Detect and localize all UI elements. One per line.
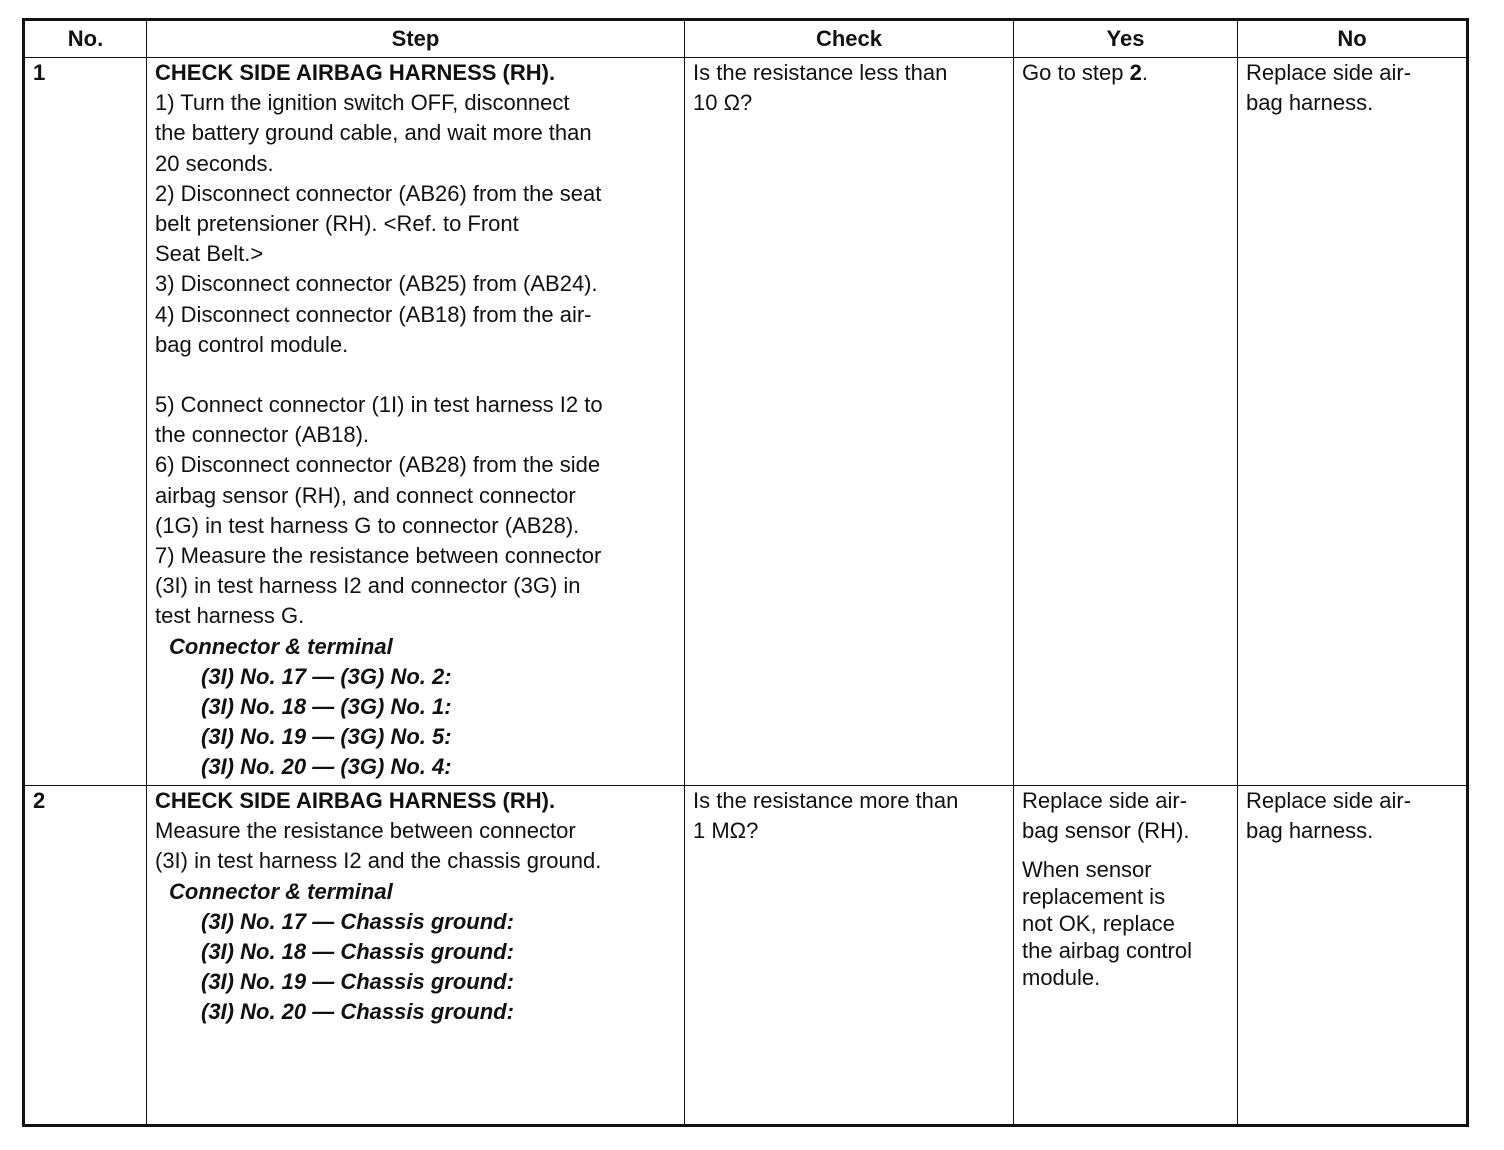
step-line: the battery ground cable, and wait more than (155, 120, 592, 146)
no-line: bag harness. (1246, 90, 1374, 116)
spacer (155, 360, 676, 390)
step-line: bag control module. (155, 331, 349, 357)
check-line: 10 Ω? (693, 90, 753, 116)
table-row (24, 58, 1468, 786)
step-line: 7) Measure the resistance between connector (155, 543, 602, 569)
terminal-heading: Connector & terminal (169, 633, 393, 659)
terminal-item: (3I) No. 17 — Chassis ground: (201, 908, 514, 934)
step-line: 5) Connect connector (1I) in test harness I2 to (155, 392, 603, 418)
step-line: (3I) in test harness I2 and connector (3G) in (155, 573, 581, 599)
check-line: Is the resistance less than (693, 60, 948, 85)
check-cell (685, 58, 1014, 786)
yes-note-line: not OK, replace (1022, 911, 1175, 937)
yes-suffix: . (1141, 60, 1148, 85)
yes-line: bag sensor (RH). (1022, 818, 1190, 844)
check-line: Is the resistance more than (693, 788, 959, 813)
step-title: CHECK SIDE AIRBAG HARNESS (RH). (155, 788, 556, 813)
header-row (24, 20, 1468, 58)
yes-cell (1014, 58, 1238, 786)
terminal-item: (3I) No. 18 — (3G) No. 1: (201, 694, 452, 720)
terminal-item: (3I) No. 19 — (3G) No. 5: (201, 724, 452, 750)
yes-note-line: module. (1022, 965, 1101, 991)
step-cell (147, 786, 685, 1126)
step-line: 4) Disconnect connector (AB18) from the air- (155, 301, 592, 327)
step-number: 2 (24, 786, 147, 1126)
yes-prefix: Go to step (1022, 60, 1130, 85)
no-line: bag harness. (1246, 818, 1374, 844)
step-line: 20 seconds. (155, 150, 274, 176)
yes-note-line: When sensor (1022, 857, 1152, 883)
yes-text (1022, 58, 1229, 88)
terminal-item: (3I) No. 17 — (3G) No. 2: (201, 663, 452, 689)
step-line: the connector (AB18). (155, 422, 370, 448)
step-line: 2) Disconnect connector (AB26) from the seat (155, 180, 602, 206)
terminal-item: (3I) No. 20 — (3G) No. 4: (201, 754, 452, 780)
terminal-item: (3I) No. 19 — Chassis ground: (201, 969, 514, 995)
check-line: 1 MΩ? (693, 818, 759, 844)
terminal-heading: Connector & terminal (169, 878, 393, 904)
terminal-item: (3I) No. 20 — Chassis ground: (201, 999, 514, 1025)
yes-step-number: 2 (1129, 60, 1142, 85)
no-cell (1238, 58, 1468, 786)
step-line: (3I) in test harness I2 and the chassis ground. (155, 848, 602, 874)
diagnostic-table (22, 18, 1469, 1127)
step-cell (147, 58, 685, 786)
step-line: (1G) in test harness G to connector (AB28). (155, 512, 580, 538)
step-line: 3) Disconnect connector (AB25) from (AB24). (155, 271, 598, 297)
step-line: test harness G. (155, 603, 305, 629)
yes-line: Replace side air- (1022, 788, 1188, 813)
step-line: 6) Disconnect connector (AB28) from the side (155, 452, 601, 478)
step-title: CHECK SIDE AIRBAG HARNESS (RH). (155, 60, 556, 85)
header-yes: Yes (1014, 20, 1238, 58)
step-line: Seat Belt.> (155, 241, 264, 267)
step-line: belt pretensioner (RH). <Ref. to Front (155, 211, 519, 237)
step-number: 1 (24, 58, 147, 786)
step-line: Measure the resistance between connector (155, 818, 576, 844)
table-row (24, 786, 1468, 1126)
no-line: Replace side air- (1246, 788, 1412, 813)
header-check: Check (685, 20, 1014, 58)
yes-note-line: the airbag control (1022, 938, 1192, 964)
header-no: No. (24, 20, 147, 58)
terminal-item: (3I) No. 18 — Chassis ground: (201, 939, 514, 965)
yes-note (1022, 856, 1229, 991)
no-line: Replace side air- (1246, 60, 1412, 85)
header-no-result: No (1238, 20, 1468, 58)
no-cell (1238, 786, 1468, 1126)
header-step: Step (147, 20, 685, 58)
yes-note-line: replacement is (1022, 884, 1166, 910)
check-cell (685, 786, 1014, 1126)
step-line: airbag sensor (RH), and connect connector (155, 482, 576, 508)
yes-cell (1014, 786, 1238, 1126)
step-line: 1) Turn the ignition switch OFF, disconnect (155, 90, 570, 116)
